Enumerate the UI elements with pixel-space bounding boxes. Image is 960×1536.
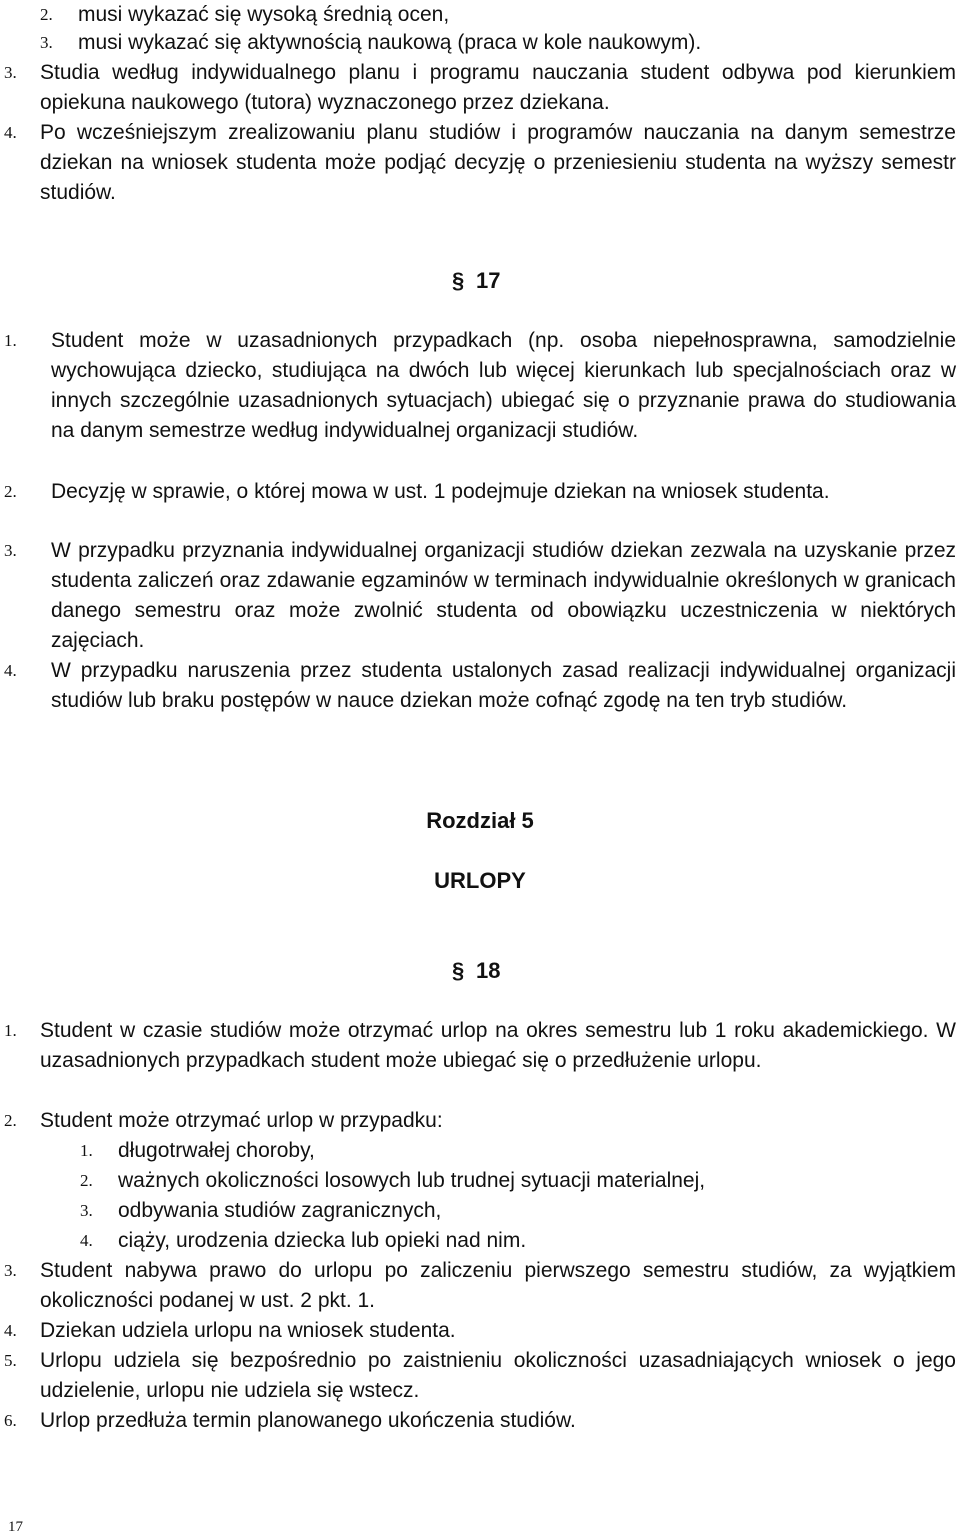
list-item	[4, 58, 958, 118]
list-item	[4, 477, 958, 537]
sub-list-item-number: 2.	[40, 5, 53, 24]
list-item-text: Urlop przedłuża termin planowanego ukończenia studiów.	[40, 1409, 576, 1432]
sub-list-item-number: 1.	[80, 1141, 93, 1160]
sub-list-item-text: musi wykazać się aktywnością naukową (praca w kole naukowym).	[78, 31, 702, 54]
section-heading-18	[452, 956, 500, 986]
sub-list-item-number: 4.	[80, 1231, 93, 1250]
list-item	[4, 1406, 958, 1436]
list-item-number: 3.	[4, 541, 17, 560]
list-item-text: Urlopu udziela się bezpośrednio po zaistnieniu okoliczności uzasadniających wniosek o jego udzielenie, urlopu nie udziela się wstecz.	[40, 1349, 956, 1402]
list-item	[4, 656, 958, 746]
list-item	[4, 1316, 958, 1346]
list-item-text: Student nabywa prawo do urlopu po zaliczeniu pierwszego semestru studiów, za wyjątkiem okoliczności podanej w ust. 2 pkt. 1.	[40, 1259, 956, 1312]
sub-list-item-number: 3.	[40, 33, 53, 52]
sub-list-item	[80, 1136, 940, 1166]
list-item-number: 1.	[4, 1021, 17, 1040]
list-item-number: 4.	[4, 661, 17, 680]
section-symbol: §	[452, 268, 465, 293]
list-item-text: Student w czasie studiów może otrzymać urlop na okres semestru lub 1 roku akademickiego. W uzasadnionych przypadkach student może ubiegać się o przedłużenie urlopu.	[40, 1019, 956, 1072]
sub-list-item-text: ważnych okoliczności losowych lub trudnej sytuacji materialnej,	[118, 1169, 706, 1192]
list-item-number: 3.	[4, 63, 17, 82]
sub-list-item-text: długotrwałej choroby,	[118, 1139, 315, 1162]
sub-list-item	[40, 0, 940, 30]
list-item	[4, 536, 958, 656]
list-item	[4, 326, 958, 476]
section-number: 18	[476, 958, 501, 983]
sub-list-item-text: odbywania studiów zagranicznych,	[118, 1199, 442, 1222]
sub-list-item	[80, 1166, 940, 1196]
list-item-number: 2.	[4, 482, 17, 501]
list-item-text: Decyzję w sprawie, o której mowa w ust. 1 podejmuje dziekan na wniosek studenta.	[51, 480, 830, 503]
list-item-text: W przypadku naruszenia przez studenta ustalonych zasad realizacji indywidualnej organizacji studiów lub braku postępów w nauce dziekan może cofnąć zgodę na ten tryb studiów.	[51, 659, 956, 712]
chapter-title: Rozdział 5	[426, 808, 534, 833]
sub-list-item	[80, 1226, 940, 1256]
page-number: 17	[8, 1519, 23, 1535]
list-item-text: W przypadku przyznania indywidualnej organizacji studiów dziekan zezwala na uzyskanie przez studenta zaliczeń oraz zdawanie egzaminów w terminach indywidualnie określonych w granicach danego semestru oraz może zwolnić studenta od obowiązku uczestniczenia w niektórych zajęciach.	[51, 539, 956, 652]
chapter-subtitle: URLOPY	[434, 868, 526, 893]
list-item-number: 1.	[4, 331, 17, 350]
list-item-text: Po wcześniejszym zrealizowaniu planu studiów i programów nauczania na danym semestrze dziekan na wniosek studenta może podjąć decyzję o przeniesieniu studenta na wyższy semestr studiów.	[40, 121, 956, 204]
section-symbol: §	[452, 958, 465, 983]
section-heading-17	[452, 266, 500, 296]
section-number: 17	[476, 268, 501, 293]
list-item	[4, 1016, 958, 1106]
list-item-text: Studia według indywidualnego planu i programu nauczania student odbywa pod kierunkiem opiekuna naukowego (tutora) wyznaczonego przez dziekana.	[40, 61, 956, 114]
list-item-text: Student może otrzymać urlop w przypadku:	[40, 1109, 443, 1132]
list-item-number: 4.	[4, 1321, 17, 1340]
list-item-number: 3.	[4, 1261, 17, 1280]
sub-list-item	[40, 28, 940, 58]
list-item	[4, 1346, 958, 1406]
list-item-number: 5.	[4, 1351, 17, 1370]
list-item	[4, 1256, 958, 1316]
list-item-number: 6.	[4, 1411, 17, 1430]
list-item	[4, 118, 958, 208]
list-item-number: 2.	[4, 1111, 17, 1130]
sub-list-item-number: 3.	[80, 1201, 93, 1220]
sub-list-item-text: musi wykazać się wysoką średnią ocen,	[78, 3, 450, 26]
sub-list-item-number: 2.	[80, 1171, 93, 1190]
sub-list-item-text: ciąży, urodzenia dziecka lub opieki nad nim.	[118, 1229, 527, 1252]
list-item-text: Dziekan udziela urlopu na wniosek studenta.	[40, 1319, 456, 1342]
list-item-text: Student może w uzasadnionych przypadkach (np. osoba niepełnosprawna, samodzielnie wychowująca dziecko, studiująca na dwóch lub więcej kierunkach lub specjalnościach oraz w innych szczególnie uzasadnionych sytuacjach) ubiegać się o przyznanie prawa do studiowania na danym semestrze według indywidualnej organizacji studiów.	[51, 329, 956, 442]
list-item-number: 4.	[4, 123, 17, 142]
sub-list-item	[80, 1196, 940, 1226]
list-item	[4, 1106, 958, 1136]
